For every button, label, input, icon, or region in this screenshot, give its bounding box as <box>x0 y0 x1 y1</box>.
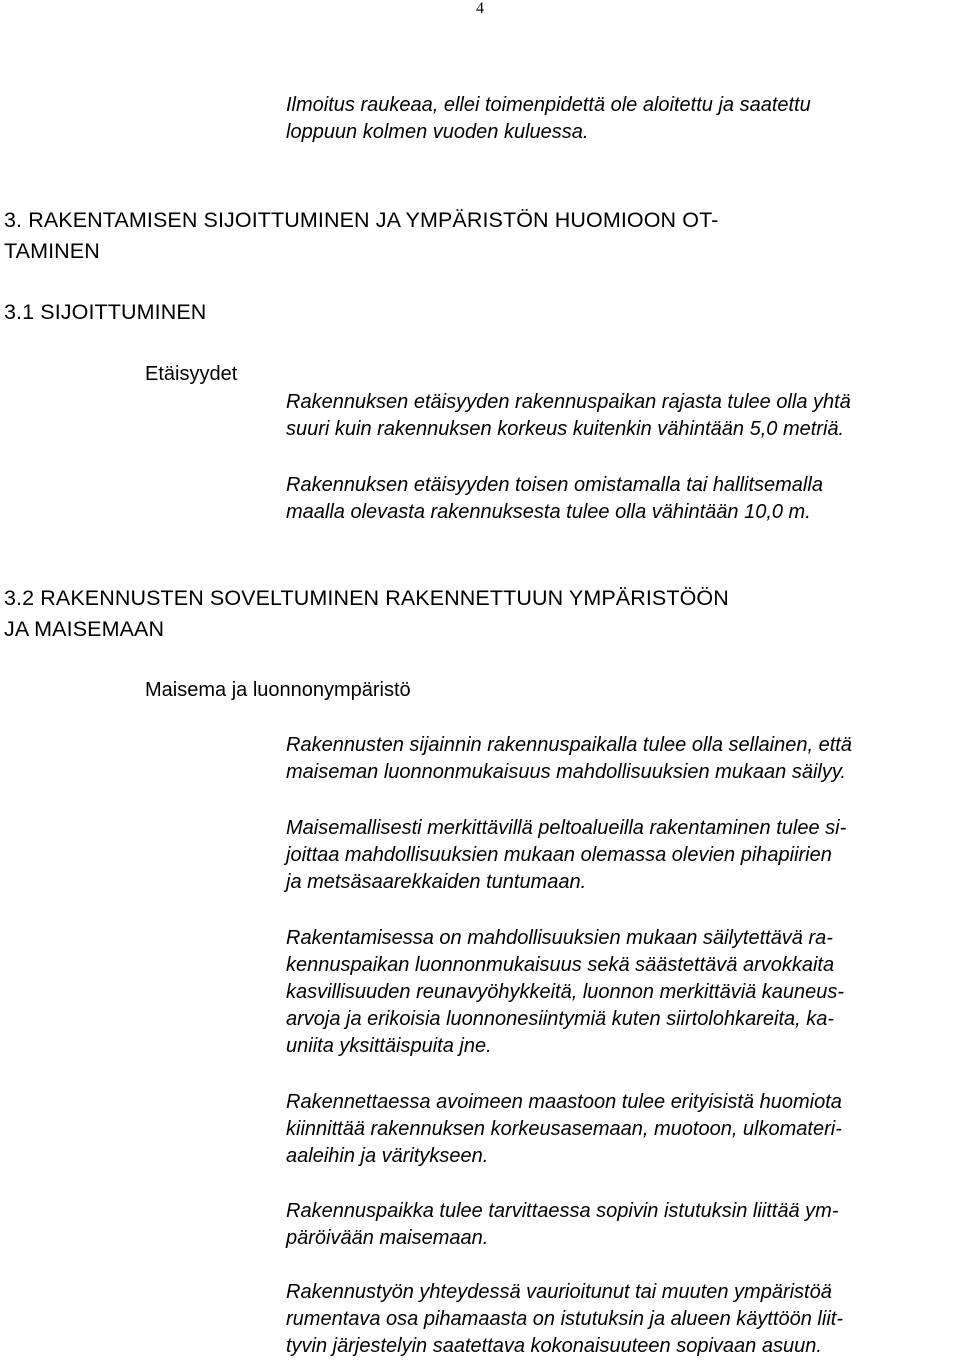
paragraph <box>286 815 960 896</box>
subheading-maisema: Maisema ja luonnonympäristö <box>145 679 411 701</box>
page-number: 4 <box>476 0 484 17</box>
text-line: joittaa mahdollisuuksien mukaan olemassa olevien pihapiirien <box>286 844 832 866</box>
text-line: Rakennusten sijainnin rakennuspaikalla tulee olla sellainen, että <box>286 734 852 756</box>
paragraph <box>286 1279 960 1360</box>
subheading-etaisyydet: Etäisyydet <box>145 363 238 385</box>
section-3-1-heading <box>4 297 206 328</box>
text-line: tyvin järjestelyin saatettava kokonaisuuteen sopivaan asuun. <box>286 1335 822 1357</box>
text-line: Rakennuksen etäisyyden toisen omistamalla tai hallitsemalla <box>286 474 823 496</box>
text-line: kiinnittää rakennuksen korkeusasemaan, muotoon, ulkomateri- <box>286 1118 842 1140</box>
text-line: päröivään maisemaan. <box>286 1227 489 1249</box>
text-line: arvoja ja erikoisia luonnonesiintymiä kuten siirtolohkareita, ka- <box>286 1008 835 1030</box>
text-line: rumentava osa pihamaasta on istutuksin ja alueen käyttöön liit- <box>286 1308 843 1330</box>
text-line: Ilmoitus raukeaa, ellei toimenpidettä ole aloitettu ja saatettu <box>286 94 811 116</box>
text-line: Maisemallisesti merkittävillä peltoalueilla rakentaminen tulee si- <box>286 817 847 839</box>
paragraph <box>286 1089 960 1170</box>
text-line: ja metsäsaarekkaiden tuntumaan. <box>286 871 587 893</box>
paragraph <box>286 925 960 1060</box>
paragraph <box>286 732 960 786</box>
text-line: uniita yksittäispuita jne. <box>286 1035 492 1057</box>
text-line: suuri kuin rakennuksen korkeus kuitenkin vähintään 5,0 metriä. <box>286 418 845 440</box>
intro-paragraph <box>286 92 960 146</box>
text-line: Rakennuksen etäisyyden rakennuspaikan rajasta tulee olla yhtä <box>286 391 851 413</box>
text-line: loppuun kolmen vuoden kuluessa. <box>286 121 589 143</box>
text-line: kennuspaikan luonnonmukaisuus sekä säästettävä arvokkaita <box>286 954 835 976</box>
text-line: Rakentamisessa on mahdollisuuksien mukaan säilytettävä ra- <box>286 927 833 949</box>
paragraph <box>286 389 960 443</box>
text-line: maalla olevasta rakennuksesta tulee olla vähintään 10,0 m. <box>286 501 811 523</box>
text-line: Rakennettaessa avoimeen maastoon tulee erityisistä huomiota <box>286 1091 842 1113</box>
section-3-heading <box>4 205 718 267</box>
heading-line: JA MAISEMAAN <box>4 617 165 641</box>
text-line: kasvillisuuden reunavyöhykkeitä, luonnon merkittäviä kauneus- <box>286 981 845 1003</box>
paragraph <box>286 472 960 526</box>
section-3-2-heading <box>4 583 729 645</box>
text-line: maiseman luonnonmukaisuus mahdollisuuksien mukaan säilyy. <box>286 761 846 783</box>
text-line: aaleihin ja väritykseen. <box>286 1145 489 1167</box>
paragraph <box>286 1198 960 1252</box>
heading-line: 3.2 RAKENNUSTEN SOVELTUMINEN RAKENNETTUUN YMPÄRISTÖÖN <box>4 586 729 610</box>
heading-line: TAMINEN <box>4 239 100 263</box>
heading-line: 3. RAKENTAMISEN SIJOITTUMINEN JA YMPÄRISTÖN HUOMIOON OT- <box>4 208 719 232</box>
heading-line: 3.1 SIJOITTUMINEN <box>4 300 207 324</box>
text-line: Rakennustyön yhteydessä vaurioitunut tai muuten ympäristöä <box>286 1281 832 1303</box>
text-line: Rakennuspaikka tulee tarvittaessa sopivin istutuksin liittää ym- <box>286 1200 839 1222</box>
